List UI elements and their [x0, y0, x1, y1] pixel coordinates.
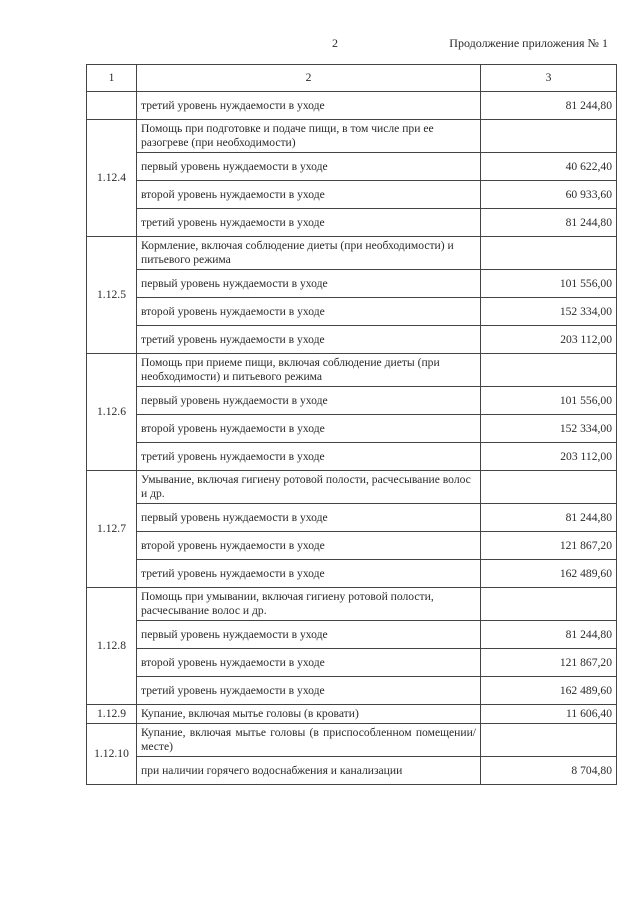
- price-cell: [481, 237, 617, 270]
- level-label: третий уровень нуждаемости в уходе: [137, 443, 481, 471]
- level-label: первый уровень нуждаемости в уходе: [137, 504, 481, 532]
- page-number: 2: [332, 36, 338, 50]
- table-row: [87, 237, 617, 270]
- level-label: второй уровень нуждаемости в уходе: [137, 649, 481, 677]
- table-row: [87, 415, 617, 443]
- price-cell: 81 244,80: [481, 209, 617, 237]
- table-row: [87, 387, 617, 415]
- price-cell: [481, 120, 617, 153]
- table-row: [87, 532, 617, 560]
- column-header: 1: [87, 65, 137, 92]
- level-label: первый уровень нуждаемости в уходе: [137, 621, 481, 649]
- item-number: 1.12.9: [87, 705, 137, 724]
- table-row: [87, 588, 617, 621]
- level-label: третий уровень нуждаемости в уходе: [137, 92, 481, 120]
- table-row: [87, 443, 617, 471]
- service-description: Помощь при умывании, включая гигиену ротовой полости, расчесывание волос и др.: [137, 588, 481, 621]
- table-row: [87, 298, 617, 326]
- price-cell: [481, 354, 617, 387]
- service-description: Купание, включая мытье головы (в приспособленном помещении/месте): [137, 724, 481, 757]
- table-row: [87, 705, 617, 724]
- level-label: второй уровень нуждаемости в уходе: [137, 181, 481, 209]
- item-number: 1.12.5: [87, 237, 137, 354]
- table-row: [87, 92, 617, 120]
- item-number: [87, 92, 137, 120]
- level-label: третий уровень нуждаемости в уходе: [137, 326, 481, 354]
- price-cell: 121 867,20: [481, 649, 617, 677]
- price-cell: 203 112,00: [481, 326, 617, 354]
- price-cell: 81 244,80: [481, 504, 617, 532]
- price-cell: 152 334,00: [481, 415, 617, 443]
- table-row: [87, 471, 617, 504]
- level-label: первый уровень нуждаемости в уходе: [137, 153, 481, 181]
- tariff-table: [86, 64, 617, 785]
- price-cell: [481, 588, 617, 621]
- header-row: [87, 65, 617, 92]
- price-cell: 40 622,40: [481, 153, 617, 181]
- price-cell: 152 334,00: [481, 298, 617, 326]
- item-number: 1.12.4: [87, 120, 137, 237]
- continuation-label: Продолжение приложения № 1: [449, 36, 608, 50]
- item-number: 1.12.10: [87, 724, 137, 785]
- table-row: [87, 153, 617, 181]
- service-description: Умывание, включая гигиену ротовой полости, расчесывание волос и др.: [137, 471, 481, 504]
- table-row: [87, 677, 617, 705]
- table-row: [87, 270, 617, 298]
- table-row: [87, 120, 617, 153]
- level-label: третий уровень нуждаемости в уходе: [137, 209, 481, 237]
- service-description: Кормление, включая соблюдение диеты (при необходимости) и питьевого режима: [137, 237, 481, 270]
- column-header: 3: [481, 65, 617, 92]
- level-label: второй уровень нуждаемости в уходе: [137, 298, 481, 326]
- price-cell: [481, 471, 617, 504]
- level-label: второй уровень нуждаемости в уходе: [137, 415, 481, 443]
- level-label: при наличии горячего водоснабжения и канализации: [137, 757, 481, 785]
- item-number: 1.12.8: [87, 588, 137, 705]
- level-label: третий уровень нуждаемости в уходе: [137, 560, 481, 588]
- level-label: третий уровень нуждаемости в уходе: [137, 677, 481, 705]
- table-row: [87, 181, 617, 209]
- level-label: первый уровень нуждаемости в уходе: [137, 270, 481, 298]
- service-description: Помощь при приеме пищи, включая соблюдение диеты (при необходимости) и питьевого режима: [137, 354, 481, 387]
- item-number: 1.12.6: [87, 354, 137, 471]
- table-body: [87, 92, 617, 785]
- service-description: Купание, включая мытье головы (в кровати): [137, 705, 481, 724]
- price-cell: 101 556,00: [481, 270, 617, 298]
- price-cell: 11 606,40: [481, 705, 617, 724]
- price-cell: 81 244,80: [481, 92, 617, 120]
- price-cell: 8 704,80: [481, 757, 617, 785]
- table-row: [87, 724, 617, 757]
- level-label: второй уровень нуждаемости в уходе: [137, 532, 481, 560]
- table-row: [87, 354, 617, 387]
- price-cell: 81 244,80: [481, 621, 617, 649]
- item-number: 1.12.7: [87, 471, 137, 588]
- price-cell: 60 933,60: [481, 181, 617, 209]
- column-header: 2: [137, 65, 481, 92]
- table-row: [87, 209, 617, 237]
- table-row: [87, 504, 617, 532]
- table-row: [87, 621, 617, 649]
- service-description: Помощь при подготовке и подаче пищи, в том числе при ее разогреве (при необходимости): [137, 120, 481, 153]
- price-cell: 121 867,20: [481, 532, 617, 560]
- table-row: [87, 560, 617, 588]
- table-row: [87, 326, 617, 354]
- table-row: [87, 757, 617, 785]
- price-cell: 162 489,60: [481, 560, 617, 588]
- price-cell: 203 112,00: [481, 443, 617, 471]
- level-label: первый уровень нуждаемости в уходе: [137, 387, 481, 415]
- table-row: [87, 649, 617, 677]
- price-cell: 162 489,60: [481, 677, 617, 705]
- price-cell: [481, 724, 617, 757]
- price-cell: 101 556,00: [481, 387, 617, 415]
